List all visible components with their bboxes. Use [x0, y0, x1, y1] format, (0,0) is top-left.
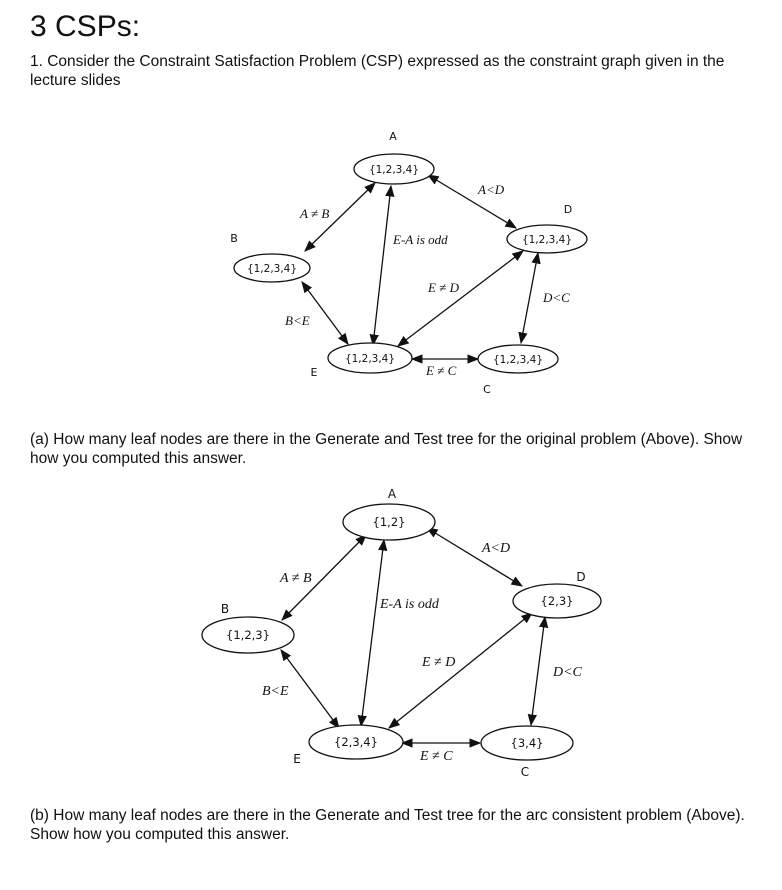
node-d-letter: D	[563, 203, 573, 216]
constraint-a-lt-d: A<D	[482, 541, 511, 556]
node-a-domain: {1,2}	[372, 515, 406, 529]
node-a-letter: A	[387, 487, 397, 501]
node-b-domain: {1,2,3}	[226, 628, 270, 642]
constraint-d-lt-c: D<C	[553, 665, 582, 680]
node-e-letter: E	[293, 752, 301, 766]
constraint-graph-arc-consistent	[0, 480, 782, 800]
edge-d-e	[389, 613, 532, 728]
node-c-letter: C	[483, 383, 491, 396]
node-c-domain: {1,2,3,4}	[492, 354, 544, 366]
node-e-domain: {1,2,3,4}	[344, 353, 396, 365]
constraint-graph-original	[0, 120, 782, 420]
edge-d-c	[521, 253, 538, 343]
node-d-letter: D	[576, 570, 586, 584]
node-b-letter: B	[220, 602, 230, 616]
constraint-e-ne-d: E ≠ D	[422, 655, 456, 670]
question-a: (a) How many leaf nodes are there in the Generate and Test tree for the original problem (Above). Show how you computed this answer.	[30, 431, 743, 467]
node-a-domain: {1,2,3,4}	[368, 164, 420, 176]
edge-a-e	[373, 186, 391, 345]
node-c-domain: {3,4}	[510, 736, 544, 750]
constraint-a-ne-b: A ≠ B	[280, 571, 312, 586]
edge-a-d	[427, 528, 522, 586]
constraint-d-lt-c: D<C	[543, 290, 570, 305]
constraint-a-lt-d: A<D	[478, 182, 505, 197]
constraint-b-lt-e: B<E	[262, 684, 289, 699]
intro-text: 1. Consider the Constraint Satisfaction Problem (CSP) expressed as the constraint graph given in the lecture slides	[30, 53, 725, 89]
constraint-e-ne-c: E ≠ C	[426, 363, 457, 378]
edge-b-e	[281, 650, 339, 728]
node-a-letter: A	[389, 130, 397, 143]
node-b-domain: {1,2,3,4}	[246, 263, 298, 275]
node-e-domain: {2,3,4}	[334, 735, 378, 749]
constraint-a-ne-b: A ≠ B	[300, 206, 330, 221]
edge-d-e	[398, 251, 523, 346]
question-b: (b) How many leaf nodes are there in the Generate and Test tree for the arc consistent problem (Above). Show how you computed this answer.	[30, 807, 745, 843]
node-b-letter: B	[230, 232, 238, 245]
node-d-domain: {1,2,3,4}	[521, 234, 573, 246]
node-d-domain: {2,3}	[540, 594, 574, 608]
constraint-e-minus-a-odd: E-A is odd	[380, 597, 439, 612]
constraint-e-ne-d: E ≠ D	[428, 280, 459, 295]
edge-a-e	[361, 540, 384, 726]
section-title: 3 CSPs:	[30, 10, 141, 43]
constraint-b-lt-e: B<E	[285, 313, 310, 328]
node-e-letter: E	[310, 366, 318, 379]
node-c-letter: C	[520, 765, 530, 779]
constraint-e-minus-a-odd: E-A is odd	[393, 232, 448, 247]
constraint-e-ne-c: E ≠ C	[420, 749, 453, 764]
edge-d-c	[531, 617, 545, 725]
